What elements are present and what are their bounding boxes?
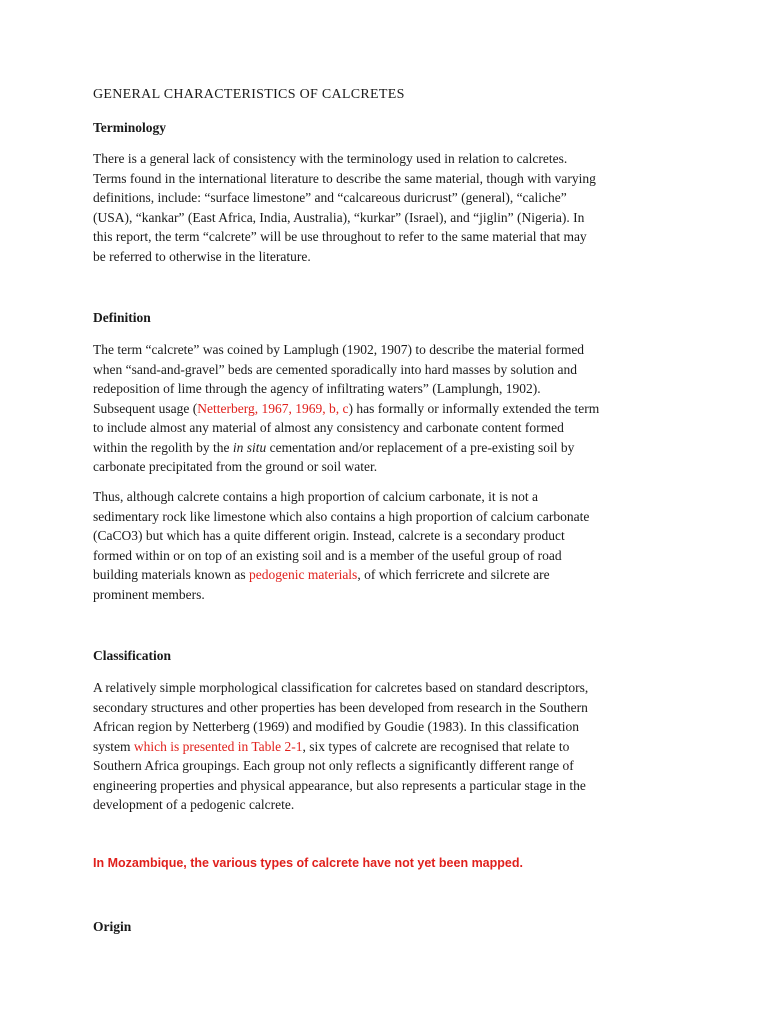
- heading-definition: Definition: [93, 310, 151, 325]
- text-line: to include almost any material of almost any consistency and carbonate content formed: [93, 420, 564, 435]
- text-line: African region by Netterberg (1969) and modified by Goudie (1983). In this classification: [93, 719, 579, 734]
- paragraph-classification: [93, 678, 683, 815]
- text-line: [93, 438, 683, 458]
- text-line: this report, the term “calcrete” will be use throughout to refer to the same material that may: [93, 229, 587, 244]
- text-line: Thus, although calcrete contains a high proportion of calcium carbonate, it is not a: [93, 489, 538, 504]
- mozambique-note: In Mozambique, the various types of calcrete have not yet been mapped.: [93, 856, 523, 870]
- reference-netterberg: Netterberg, 1967, 1969, b, c: [197, 400, 349, 416]
- heading-classification: Classification: [93, 648, 172, 663]
- text-line: There is a general lack of consistency with the terminology used in relation to calcretes.: [93, 151, 568, 166]
- text-line: definitions, include: “surface limestone” and “calcareous duricrust” (general), “caliche”: [93, 190, 567, 205]
- text-segment: , six types of calcrete are recognised that relate to: [302, 738, 570, 754]
- text-line: (USA), “kankar” (East Africa, India, Australia), “kurkar” (Israel), and “jiglin” (Nigeria). In: [93, 209, 585, 225]
- text-line: when “sand-and-gravel” beds are cemented sporadically into hard masses by solution and: [93, 361, 577, 377]
- text-segment: within the regolith by the: [93, 439, 233, 455]
- text-line: formed within or on top of an existing soil and is a member of the useful group of road: [93, 547, 562, 563]
- reference-table-2-1: which is presented in Table 2-1: [133, 738, 303, 754]
- text-line: carbonate precipitated from the ground or soil water.: [93, 459, 378, 474]
- text-segment: cementation and/or replacement of a pre-existing soil by: [266, 439, 575, 455]
- text-line: [93, 399, 683, 419]
- text-line: A relatively simple morphological classification for calcretes based on standard descriptors,: [93, 680, 589, 695]
- italic-in-situ: in situ: [232, 439, 267, 455]
- text-line: be referred to otherwise in the literature.: [93, 248, 311, 264]
- text-segment: building materials known as: [93, 567, 249, 582]
- text-segment: , of which ferricrete and silcrete are: [357, 567, 550, 582]
- text-line: [93, 737, 683, 757]
- heading-origin: Origin: [93, 919, 132, 934]
- text-segment: system: [93, 738, 134, 754]
- text-line: engineering properties and physical appearance, but also represents a particular stage in the: [93, 777, 586, 793]
- reference-pedogenic-materials: pedogenic materials: [248, 567, 358, 582]
- paragraph-definition-1: [93, 340, 683, 477]
- text-line: [93, 565, 683, 585]
- text-line: secondary structures and other properties has been developed from research in the Southern: [93, 699, 588, 715]
- paragraph-definition-2: [93, 487, 683, 604]
- text-line: (CaCO3) but which has a quite different origin. Instead, calcrete is a secondary product: [93, 528, 565, 543]
- paragraph-terminology: [93, 149, 683, 266]
- text-line: Southern Africa groupings. Each group not only reflects a significantly different range of: [93, 758, 574, 773]
- text-line: sedimentary rock like limestone which also contains a high proportion of calcium carbonate: [93, 508, 590, 524]
- text-segment: Subsequent usage (: [93, 400, 198, 416]
- text-line: redeposition of lime through the agency of infiltrating waters” (Lamplungh, 1902).: [93, 381, 541, 396]
- text-line: The term “calcrete” was coined by Lamplugh (1902, 1907) to describe the material formed: [93, 342, 585, 357]
- document-title: GENERAL CHARACTERISTICS OF CALCRETES: [93, 87, 405, 102]
- text-line: Terms found in the international literature to describe the same material, though with varying: [93, 170, 596, 186]
- text-segment: ) has formally or informally extended the term: [348, 400, 600, 416]
- heading-terminology: Terminology: [93, 120, 167, 135]
- text-line: development of a pedogenic calcrete.: [93, 797, 295, 812]
- text-line: prominent members.: [93, 586, 205, 602]
